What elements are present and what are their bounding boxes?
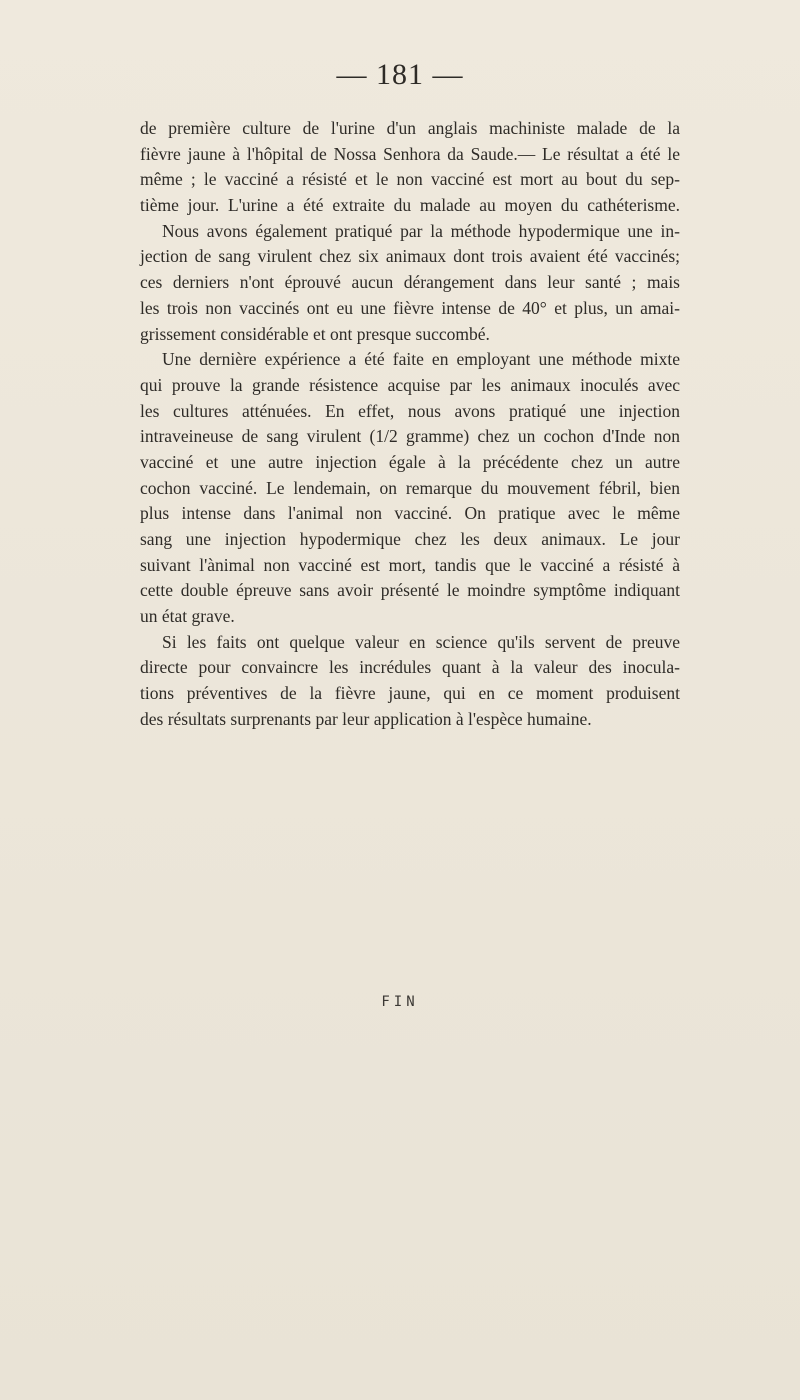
text-line: qui prouve la grande résistence acquise par les animaux inoculés avec [140,374,680,395]
text-line: ces derniers n'ont éprouvé aucun dérangement dans leur santé ; mais [140,272,680,293]
text-line: des résultats surprenants par leur application à l'espèce humaine. [140,708,592,729]
text-line: les cultures atténuées. En effet, nous avons pratiqué une injection [140,400,680,421]
text-line: tions préventives de la fièvre jaune, qui en ce moment produisent [140,683,680,704]
text-line: de première culture de l'urine d'un anglais machiniste malade de la [140,118,680,138]
text-line: Si les faits ont quelque valeur en science qu'ils servent de preuve [162,631,680,652]
text-line: suivant l'ànimal non vacciné est mort, tandis que le vacciné a résisté à [140,554,680,575]
text-line: directe pour convaincre les incrédules quant à la valeur des inocula- [140,657,680,678]
text-line: cette double épreuve sans avoir présenté le moindre symptôme indiquant [140,580,680,601]
text-line: les trois non vaccinés ont eu une fièvre intense de 40° et plus, un amai- [140,297,680,318]
text-line: Nous avons également pratiqué par la méthode hypodermique une in- [162,220,680,241]
page-number: — 181 — [336,58,464,91]
text-line: cochon vacciné. Le lendemain, on remarque du mouvement fébril, bien [140,477,680,498]
text-line: tième jour. L'urine a été extraite du malade au moyen du cathéterisme. [140,195,680,216]
text-line: un état grave. [140,606,235,627]
text-line: vacciné et une autre injection égale à la précédente chez un autre [140,451,680,472]
text-line: Une dernière expérience a été faite en employant une méthode mixte [162,349,680,370]
text-line: fièvre jaune à l'hôpital de Nossa Senhora da Saude.— Le résultat a été le [140,143,680,164]
text-line: intraveineuse de sang virulent (1/2 gramme) chez un cochon d'Inde non [140,426,680,447]
text-line: grissement considérable et ont presque succombé. [140,323,490,344]
text-line: plus intense dans l'animal non vacciné. On pratique avec le même [140,503,680,524]
text-line: même ; le vacciné a résisté et le non vacciné est mort au bout du sep- [140,169,680,190]
text-line: sang une injection hypodermique chez les deux animaux. Le jour [140,529,680,549]
text-line: jection de sang virulent chez six animaux dont trois avaient été vaccinés; [140,246,680,267]
end-mark: FIN [381,994,419,1010]
body-text [140,116,680,733]
